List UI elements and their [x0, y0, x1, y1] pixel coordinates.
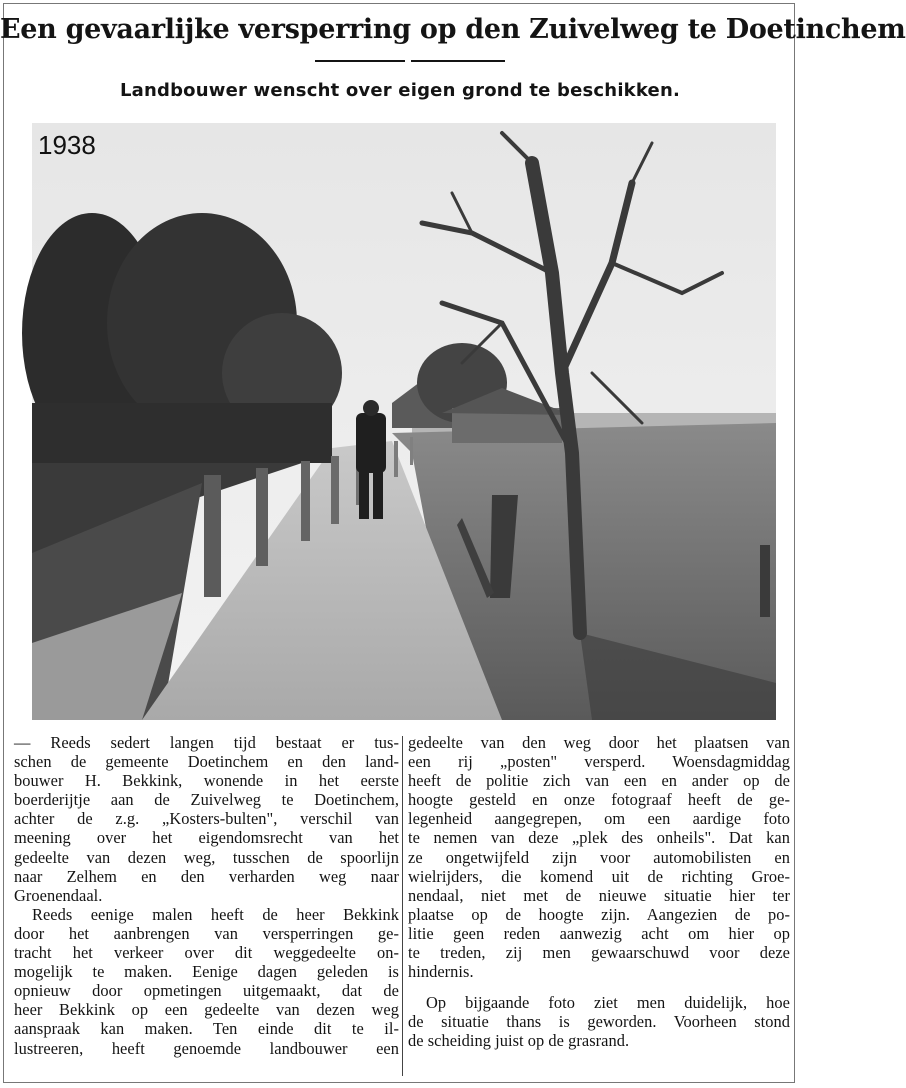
- text-line: ze ongetwijfeld zijn voor automobilisten en: [408, 847, 790, 867]
- text-line: naar Zelhem en den verharden weg naar: [14, 866, 399, 886]
- text-line: aanspraak kan maken. Ten einde dit te il-: [14, 1019, 399, 1039]
- text-line: hindernis.: [408, 962, 474, 982]
- text-line: boerderijtje aan de Zuivelweg te Doetinchem,: [14, 790, 399, 810]
- text-line: te treden, zij men gewaarschuwd voor deze: [408, 943, 790, 963]
- headline-rule-right: [411, 60, 505, 62]
- text-line: te nemen van deze „plek des onheils". Dat kan: [408, 828, 790, 848]
- article-photo: [32, 123, 776, 720]
- text-line: de situatie thans is geworden. Voorheen stond: [408, 1012, 790, 1032]
- text-line: — Reeds sedert langen tijd bestaat er tus-: [14, 733, 399, 752]
- article-column-left: [14, 733, 399, 1058]
- text-line: mogelijk te maken. Eenige dagen geleden is: [14, 962, 399, 982]
- article-column-right: [408, 733, 790, 1051]
- text-line: lustreeren, heeft genoemde landbouwer een: [14, 1038, 399, 1058]
- text-line: hoogte gesteld en onze fotograaf heeft de ge-: [408, 790, 790, 810]
- text-line: plaatse op de hoogte zijn. Aangezien de po-: [408, 904, 790, 924]
- text-line: meening over het eigendomsrecht van het: [14, 828, 399, 848]
- text-line: Reeds eenige malen heeft de heer Bekkink: [32, 904, 399, 924]
- text-line: schen de gemeente Doetinchem en den land-: [14, 752, 399, 772]
- text-line: achter de z.g. „Kosters-bulten", verschil van: [14, 809, 399, 829]
- text-line: nendaal, niet met de nieuwe situatie hier ter: [408, 885, 790, 905]
- text-line: legenheid aangegrepen, om een aardige foto: [408, 809, 790, 829]
- text-line: gedeelte van dezen weg, tusschen de spoorlijn: [14, 847, 399, 867]
- text-line: de scheiding juist op de grasrand.: [408, 1031, 630, 1051]
- text-line: door het aanbrengen van versperringen ge-: [14, 923, 399, 943]
- text-line: bouwer H. Bekkink, wonende in het eerste: [14, 771, 399, 791]
- text-line: een rij „posten" versperd. Woensdagmiddag: [408, 752, 790, 772]
- text-line: tracht het verkeer over dit weggedeelte on-: [14, 943, 399, 963]
- subheadline: Landbouwer wenscht over eigen grond te beschikken.: [119, 80, 681, 101]
- text-line: gedeelte van den weg door het plaatsen van: [408, 733, 790, 752]
- text-line: Groenendaal.: [14, 885, 103, 905]
- text-line: opnieuw door opmetingen uitgemaakt, dat de: [14, 981, 399, 1001]
- column-divider: [402, 736, 403, 1076]
- text-line: heeft de politie zich van een en ander op de: [408, 771, 790, 791]
- text-line: wielrijders, die komend uit de richting Groe-: [408, 866, 790, 886]
- photo-scene: [32, 123, 776, 720]
- text-line: heer Bekkink op een gedeelte van dezen weg: [14, 1000, 399, 1020]
- text-line: Op bijgaande foto ziet men duidelijk, hoe: [426, 993, 790, 1013]
- headline-rule-left: [315, 60, 405, 62]
- text-line: litie geen reden aanwezig acht om hier op: [408, 923, 790, 943]
- year-label: 1938: [38, 130, 96, 160]
- headline: Een gevaarlijke versperring op den Zuivelweg te Doetinchem: [0, 14, 906, 45]
